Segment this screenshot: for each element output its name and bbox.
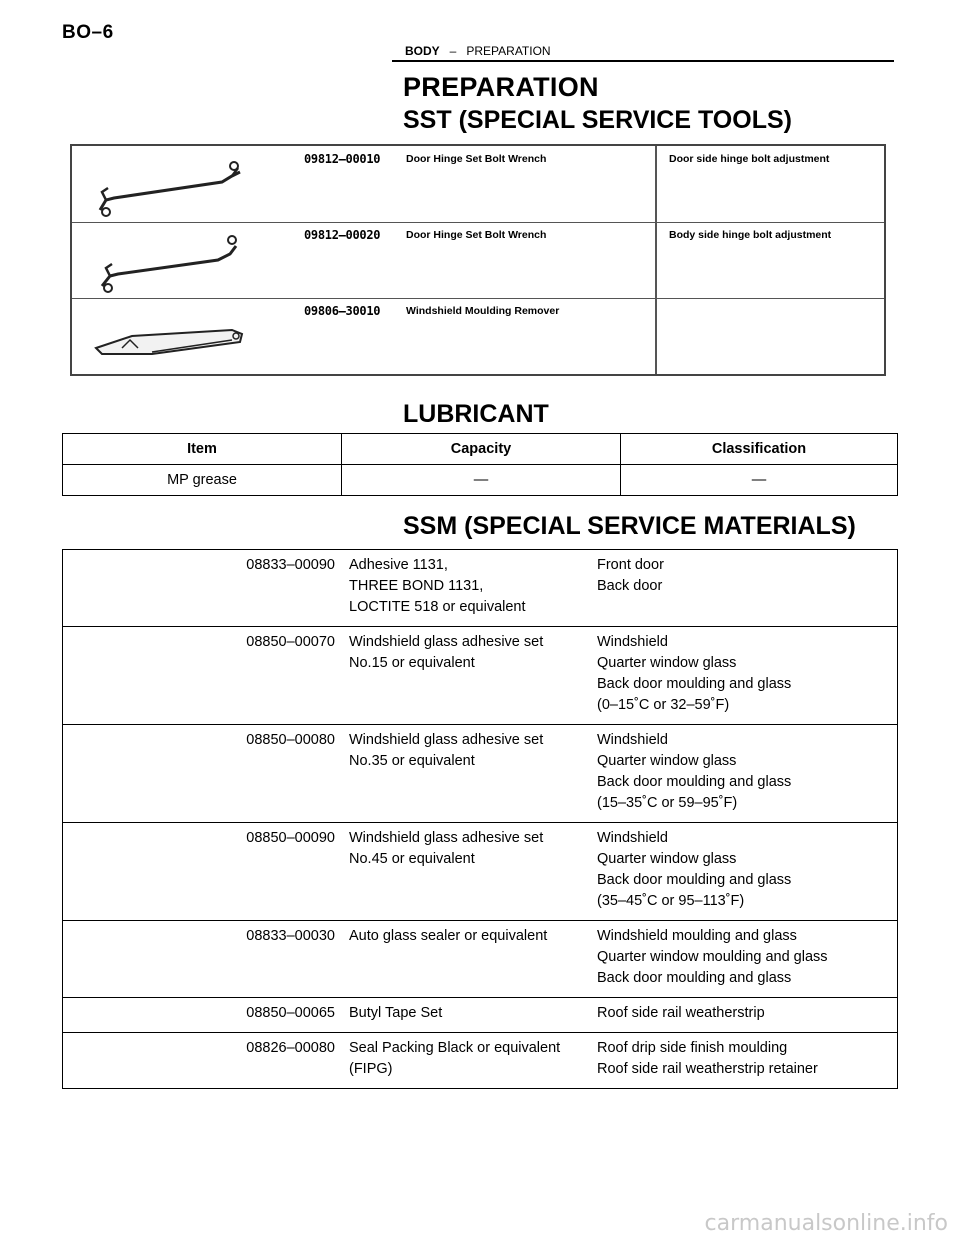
usage-cell [597, 1033, 898, 1089]
usage-line: Back door moulding and glass [597, 970, 792, 986]
moulding-remover-icon [92, 314, 252, 360]
column-header: Classification [621, 434, 898, 465]
table-row [63, 823, 898, 921]
wrench-icon [92, 152, 242, 218]
part-number: 08850–00065 [63, 998, 350, 1033]
usage-line: Windshield [597, 634, 668, 650]
usage-line: Front door [597, 557, 664, 573]
usage-line: Back door moulding and glass [597, 872, 792, 888]
ssm-table [62, 549, 898, 1089]
usage-line: Roof side rail weatherstrip [597, 1005, 765, 1021]
column-header: Capacity [342, 434, 621, 465]
usage-line: Back door moulding and glass [597, 676, 792, 692]
material-cell [349, 998, 597, 1033]
material-cell [349, 921, 597, 998]
usage-line: Windshield moulding and glass [597, 928, 797, 944]
page-code: BO–6 [62, 22, 114, 43]
sst-tool-name: Door Hinge Set Bolt Wrench [406, 153, 547, 165]
sst-heading: SST (SPECIAL SERVICE TOOLS) [403, 106, 792, 134]
sst-code: 09812–00020 [304, 228, 381, 242]
usage-line: Roof drip side finish moulding [597, 1040, 788, 1056]
usage-line: (15–35˚C or 59–95˚F) [597, 795, 738, 811]
material-line: Windshield glass adhesive set [349, 634, 544, 650]
sst-code: 09806–30010 [304, 304, 381, 318]
sst-tool-name: Windshield Moulding Remover [406, 305, 560, 317]
part-number: 08850–00090 [63, 823, 350, 921]
material-line: No.45 or equivalent [349, 851, 475, 867]
usage-line: Quarter window glass [597, 753, 737, 769]
table-row [63, 1033, 898, 1089]
material-line: Butyl Tape Set [349, 1005, 443, 1021]
table-cell: — [621, 465, 898, 496]
material-line: Adhesive 1131, [349, 557, 448, 573]
material-line: (FIPG) [349, 1061, 393, 1077]
material-line: No.15 or equivalent [349, 655, 475, 671]
wrench-icon [92, 228, 242, 294]
usage-line: Roof side rail weatherstrip retainer [597, 1061, 818, 1077]
material-line: Auto glass sealer or equivalent [349, 928, 548, 944]
part-number: 08850–00080 [63, 725, 350, 823]
table-row [63, 921, 898, 998]
table-row [63, 550, 898, 627]
material-line: No.35 or equivalent [349, 753, 475, 769]
table-row [63, 998, 898, 1033]
lubricant-heading: LUBRICANT [403, 400, 549, 428]
header-rule [392, 60, 894, 62]
usage-cell [597, 627, 898, 725]
part-number: 08833–00090 [63, 550, 350, 627]
column-header: Item [63, 434, 342, 465]
sst-table [70, 144, 886, 376]
usage-line: Windshield [597, 732, 668, 748]
lubricant-table [62, 433, 898, 496]
material-cell [349, 823, 597, 921]
usage-cell [597, 725, 898, 823]
usage-line: Back door [597, 578, 663, 594]
usage-line: (35–45˚C or 95–113˚F) [597, 893, 745, 909]
usage-line: Windshield [597, 830, 668, 846]
table-row [63, 725, 898, 823]
material-line: Windshield glass adhesive set [349, 732, 544, 748]
usage-cell [597, 998, 898, 1033]
material-line: Seal Packing Black or equivalent [349, 1040, 561, 1056]
usage-line: Quarter window moulding and glass [597, 949, 828, 965]
material-cell [349, 627, 597, 725]
material-cell [349, 725, 597, 823]
usage-line: Quarter window glass [597, 851, 737, 867]
table-cell: — [342, 465, 621, 496]
part-number: 08850–00070 [63, 627, 350, 725]
usage-cell [597, 823, 898, 921]
table-cell: MP grease [63, 465, 342, 496]
header-subsection: PREPARATION [466, 44, 551, 58]
watermark: carmanualsonline.info [704, 1211, 948, 1236]
sst-code: 09812–00010 [304, 152, 381, 166]
ssm-heading: SSM (SPECIAL SERVICE MATERIALS) [403, 512, 856, 540]
table-row [63, 627, 898, 725]
table-row [63, 465, 898, 496]
material-cell [349, 1033, 597, 1089]
part-number: 08833–00030 [63, 921, 350, 998]
usage-line: Back door moulding and glass [597, 774, 792, 790]
header-section: BODY [405, 44, 440, 58]
sst-note: Door side hinge bolt adjustment [669, 153, 830, 165]
sst-row [72, 222, 884, 299]
material-cell [349, 550, 597, 627]
page-title: PREPARATION [403, 72, 599, 102]
running-header [405, 44, 551, 58]
material-line: THREE BOND 1131, [349, 578, 484, 594]
sst-row [72, 146, 884, 223]
usage-line: Quarter window glass [597, 655, 737, 671]
sst-note: Body side hinge bolt adjustment [669, 229, 832, 241]
sst-tool-name: Door Hinge Set Bolt Wrench [406, 229, 547, 241]
usage-cell [597, 921, 898, 998]
part-number: 08826–00080 [63, 1033, 350, 1089]
material-line: Windshield glass adhesive set [349, 830, 544, 846]
usage-line: (0–15˚C or 32–59˚F) [597, 697, 730, 713]
material-line: LOCTITE 518 or equivalent [349, 599, 526, 615]
sst-row [72, 298, 884, 374]
header-separator: – [449, 44, 457, 58]
usage-cell [597, 550, 898, 627]
table-header-row [63, 434, 898, 465]
